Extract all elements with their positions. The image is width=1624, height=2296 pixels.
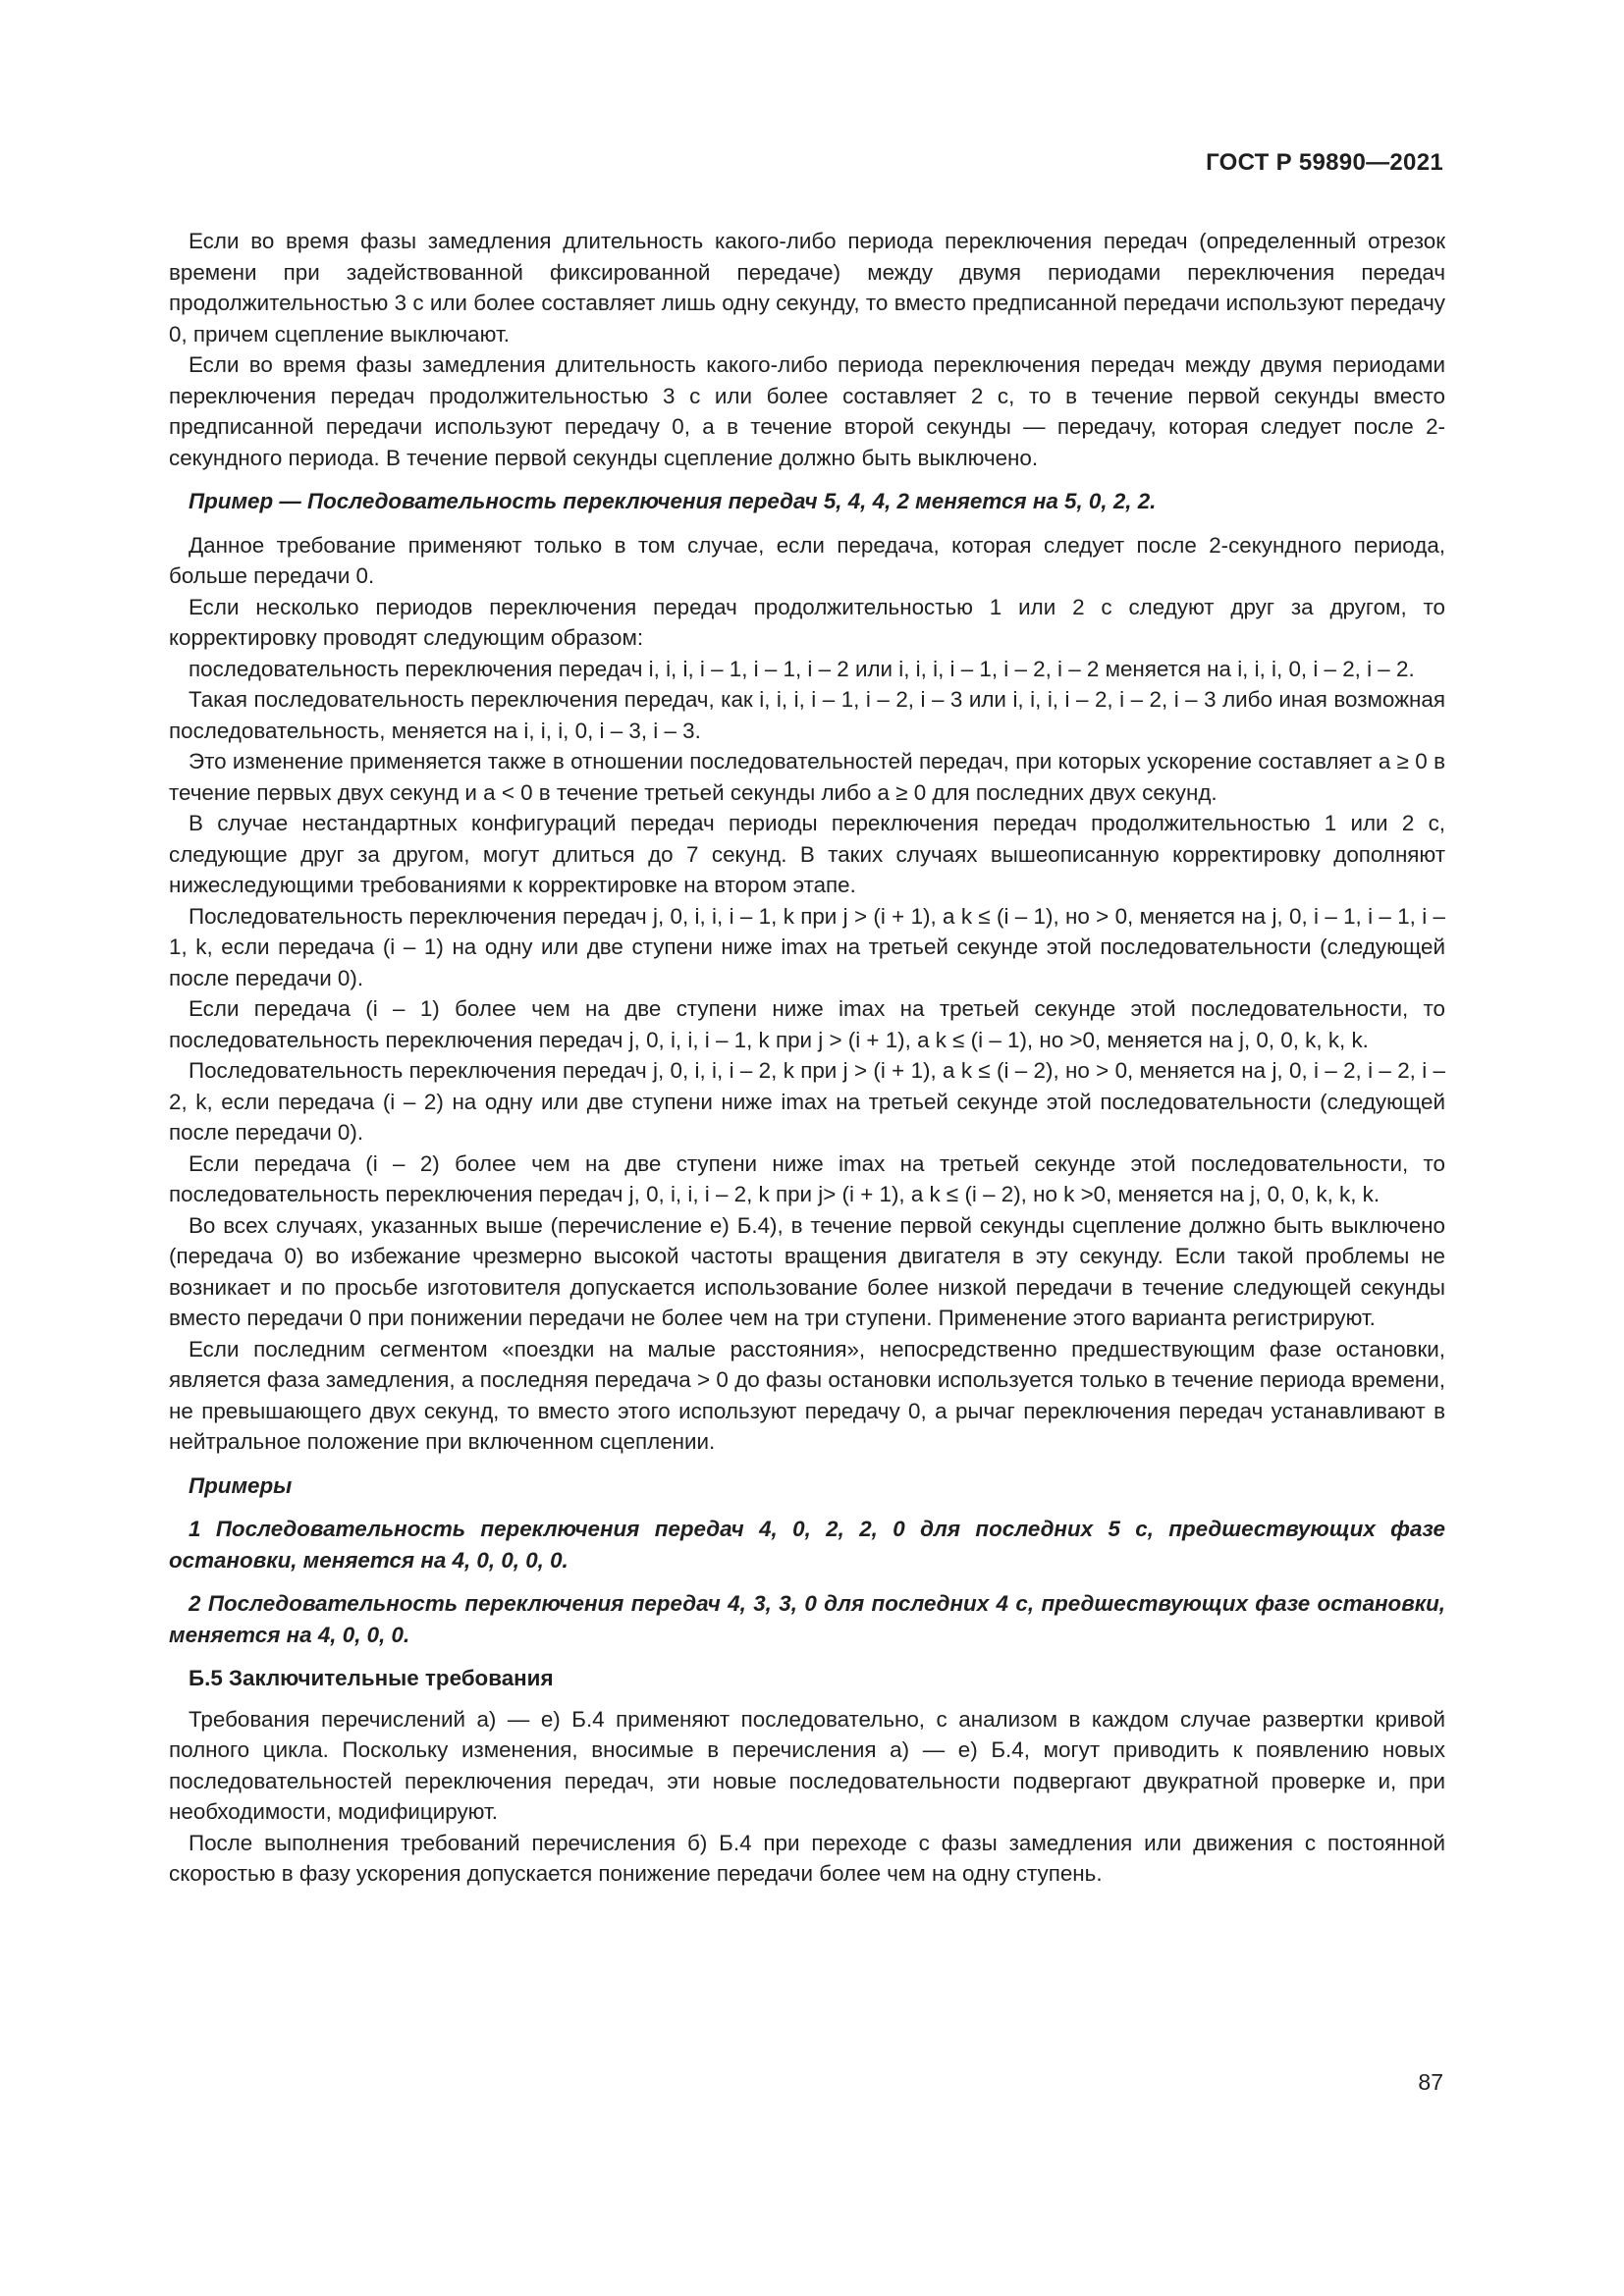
paragraph: Если последним сегментом «поездки на малые расстояния», непосредственно предшествующим фазе остановки, является фаза замедления, а последняя передача > 0 до фазы остановки используется только в течение периода времени, не превышающего двух секунд, то вместо этого используют передачу 0, а рычаг переключения передач устанавливают в нейтральное положение при включенном сцеплении. <box>169 1336 1445 1454</box>
paragraph: Если передача (i – 2) более чем на две ступени ниже imax на третьей секунде этой последовательности, то последовательность переключения передач j, 0, i, i, i – 2, k при j> (i + 1), а k ≤ (i – 2), но k >0, меняется на j, 0, 0, k, k, k. <box>169 1150 1445 1206</box>
page-body <box>169 226 1445 1890</box>
paragraph: После выполнения требований перечисления б) Б.4 при переходе с фазы замедления или движения с постоянной скоростью в фазу ускорения допускается понижение передачи более чем на одну ступень. <box>169 1830 1445 1886</box>
paragraph: Если несколько периодов переключения передач продолжительностью 1 или 2 с следуют друг за другом, то корректировку проводят следующим образом: <box>169 594 1445 650</box>
paragraph: Последовательность переключения передач j, 0, i, i, i – 1, k при j > (i + 1), а k ≤ (i – 1), но > 0, меняется на j, 0, i – 1, i – 1, i – 1, k, если передача (i – 1) на одну или две ступени ниже imax на третьей секунде этой последовательности (следующей после передачи 0). <box>169 903 1445 990</box>
page-number: 87 <box>1418 2069 1443 2095</box>
paragraph: Такая последовательность переключения передач, как i, i, i, i – 1, i – 2, i – 3 или i, i, i, i – 2, i – 2, i – 3 либо иная возможная последовательность, меняется на i, i, i, 0, i – 3, i – 3. <box>169 687 1445 743</box>
section-heading: Б.5 Заключительные требования <box>189 1666 554 1690</box>
paragraph: Во всех случаях, указанных выше (перечисление е) Б.4), в течение первой секунды сцепление должно быть выключено (передача 0) во избежание чрезмерно высокой частоты вращения двигателя в эту секунду. Если такой проблемы не возникает и по просьбе изготовителя допускается использование более низкой передачи в течение следующей секунды вместо передачи 0 при понижении передачи не более чем на три ступени. Применение этого варианта регистрируют. <box>169 1212 1445 1330</box>
paragraph: В случае нестандартных конфигураций передач периоды переключения передач продолжительностью 1 или 2 с, следующие друг за другом, могут длиться до 7 секунд. В таких случаях вышеописанную корректировку дополняют нижеследующими требованиями к корректировке на втором этапе. <box>169 811 1445 897</box>
example-text: Пример — Последовательность переключения передач 5, 4, 4, 2 меняется на 5, 0, 2, 2. <box>189 489 1157 513</box>
paragraph: Если передача (i – 1) более чем на две ступени ниже imax на третьей секунде этой последовательности, то последовательность переключения передач j, 0, i, i, i – 1, k при j > (i + 1), а k ≤ (i – 1), но >0, меняется на j, 0, 0, k, k, k. <box>169 996 1445 1052</box>
paragraph: Последовательность переключения передач j, 0, i, i, i – 2, k при j > (i + 1), а k ≤ (i – 2), но > 0, меняется на j, 0, i – 2, i – 2, i – 2, k, если передача (i – 2) на одну или две ступени ниже imax на третьей секунде этой последовательности (следующей после передачи 0). <box>169 1058 1445 1145</box>
example-text: 1 Последовательность переключения передач 4, 0, 2, 2, 0 для последних 5 с, предшествующих фазе остановки, меняется на 4, 0, 0, 0, 0. <box>169 1517 1445 1573</box>
example-text: 2 Последовательность переключения передач 4, 3, 3, 0 для последних 4 с, предшествующих фазе остановки, меняется на 4, 0, 0, 0. <box>169 1591 1445 1647</box>
paragraph: Требования перечислений а) — е) Б.4 применяют последовательно, с анализом в каждом случае развертки кривой полного цикла. Поскольку изменения, вносимые в перечисления а) — е) Б.4, могут приводить к появлению новых последовательностей переключения передач, эти новые последовательности подвергают двукратной проверке и, при необходимости, модифицируют. <box>169 1706 1445 1824</box>
paragraph: Данное требование применяют только в том случае, если передача, которая следует после 2-секундного периода, больше передачи 0. <box>169 532 1445 588</box>
document-code-header: ГОСТ Р 59890—2021 <box>1206 149 1443 176</box>
paragraph: Это изменение применяется также в отношении последовательностей передач, при которых ускорение составляет a ≥ 0 в течение первых двух секунд и a < 0 в течение третьей секунды либо a ≥ 0 для последних двух секунд. <box>169 749 1445 805</box>
paragraph: Если во время фазы замедления длительность какого-либо периода переключения передач (определенный отрезок времени при задействованной фиксированной передаче) между двумя периодами переключения передач продолжительностью 3 с или более составляет лишь одну секунду, то вместо предписанной передачи используют передачу 0, причем сцепление выключают. <box>169 229 1445 347</box>
paragraph: Если во время фазы замедления длительность какого-либо периода переключения передач между двумя периодами переключения передач продолжительностью 3 с или более составляет 2 с, то в течение первой секунды вместо предписанной передачи используют передачу 0, а в течение второй секунды — передачу, которая следует после 2-секундного периода. В течение первой секунды сцепление должно быть выключено. <box>169 352 1445 470</box>
paragraph: последовательность переключения передач i, i, i, i – 1, i – 1, i – 2 или i, i, i, i – 1, i – 2, i – 2 меняется на i, i, i, 0, i – 2, i – 2. <box>189 656 1415 681</box>
examples-heading: Примеры <box>189 1472 293 1498</box>
